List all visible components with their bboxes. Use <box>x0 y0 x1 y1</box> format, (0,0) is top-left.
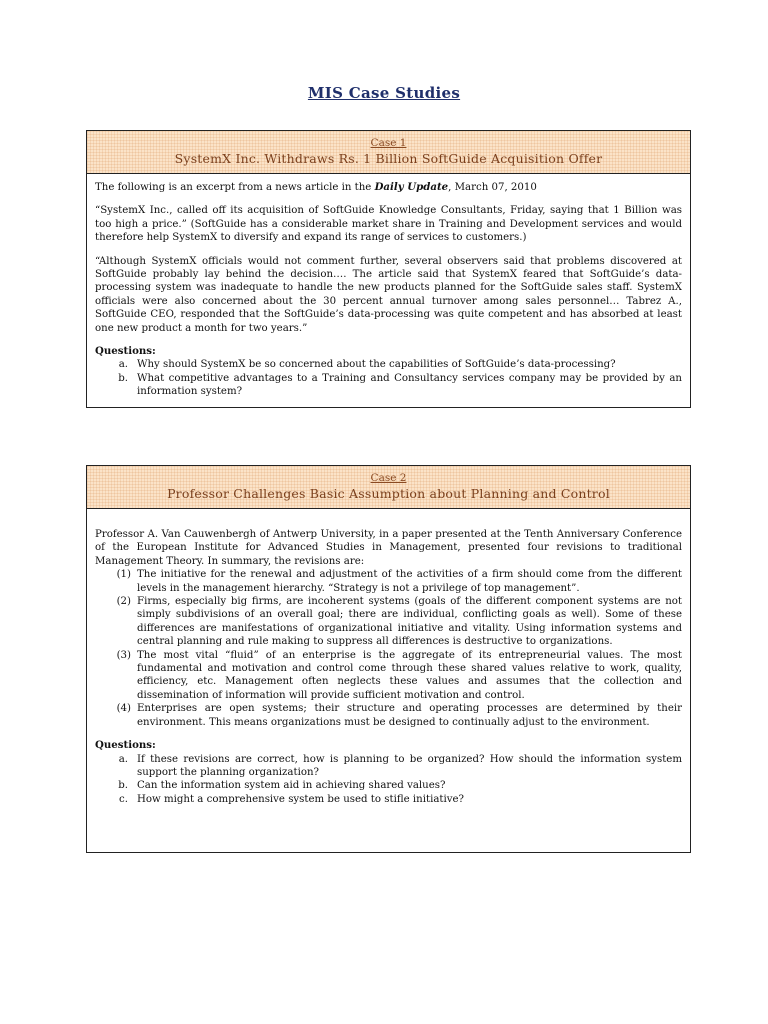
revision-text: Firms, especially big firms, are incoherent systems (goals of the different component systems are not simply subdivisions of an overall goal; there are individual, conflicting goals as well). Some of these differences are manifestations of organizational initiative and vitality. Using information systems and central planning and rule making to suppress all differences is destructive to organizations. <box>137 596 682 648</box>
case-1-question <box>95 372 682 399</box>
case-1-intro: The following is an excerpt from a news article in the Daily Update, March 07, 2010 <box>95 181 537 193</box>
question-text: How might a comprehensive system be used to stifle initiative? <box>137 793 465 805</box>
case-1-title: SystemX Inc. Withdraws Rs. 1 Billion SoftGuide Acquisition Offer <box>174 151 603 166</box>
case-2-body <box>87 509 690 806</box>
case-1-box <box>86 130 691 408</box>
revision-text: Enterprises are open systems; their structure and operating processes are determined by their environment. This means organizations must be designed to continually adjust to the environment. <box>137 703 682 728</box>
revision-item <box>95 702 682 729</box>
case-1-header <box>87 131 690 174</box>
case-1-questions-heading: Questions: <box>95 345 156 358</box>
case-1-paragraph-2: “Although SystemX officials would not comment further, several observers said that problems discovered at SoftGuide probably lay behind the decision…. The article said that SystemX feared that SoftGuide’s data-processing system was inadequate to handle the new products planned for the SoftGuide sales staff. SystemX officials were also concerned about the 30 percent annual turnover among sales personnel… Tabrez A., SoftGuide CEO, responded that the SoftGuide’s data-processing was quite competent and has absorbed at least one new product a month for two years.” <box>95 255 682 334</box>
case-2-question <box>95 779 682 792</box>
revision-text: The initiative for the renewal and adjustment of the activities of a firm should come from the different levels in the management hierarchy. “Strategy is not a privilege of top management”. <box>137 569 682 594</box>
revision-text: The most vital “fluid” of an enterprise is the aggregate of its entrepreneurial values. The most fundamental and motivation and control come through these shared values relative to work, quality, efficiency, etc. Management often neglects these values and assumes that the collection and dissemination of information will provide sufficient motivation and control. <box>137 649 682 701</box>
case-2-title: Professor Challenges Basic Assumption about Planning and Control <box>167 486 610 501</box>
case-2-intro: Professor A. Van Cauwenbergh of Antwerp University, in a paper presented at the Tenth Anniversary Conference of the European Institute for Advanced Studies in Management, presented four revisions to traditional Management Theory. In summary, the revisions are: <box>95 529 682 567</box>
case-1-paragraph-1: “SystemX Inc., called off its acquisition of SoftGuide Knowledge Consultants, Friday, saying that 1 Billion was too high a price.” (SoftGuide has a considerable market share in Training and Development services and would therefore help SystemX to diversify and expand its range of services to customers.) <box>95 205 682 244</box>
revision-marker: (3) <box>116 649 131 661</box>
page-title: MIS Case Studies <box>307 84 461 102</box>
question-marker: b. <box>118 372 128 384</box>
case-1-body <box>87 174 690 399</box>
case-1-source: Daily Update <box>374 181 449 193</box>
question-marker: a. <box>118 753 128 765</box>
case-1-label: Case 1 <box>370 137 407 149</box>
question-marker: a. <box>118 359 128 371</box>
case-1-questions <box>95 358 682 398</box>
revision-marker: (2) <box>116 596 131 608</box>
revision-item <box>95 568 682 595</box>
revision-marker: (4) <box>116 703 131 715</box>
question-marker: b. <box>118 780 128 792</box>
question-marker: c. <box>119 793 128 805</box>
revision-marker: (1) <box>116 569 131 581</box>
case-2-questions-heading: Questions: <box>95 739 156 752</box>
case-2-question <box>95 753 682 780</box>
case-2-box <box>86 465 691 853</box>
question-text: What competitive advantages to a Training and Consultancy services company may be provided by an information system? <box>137 372 682 398</box>
case-2-question <box>95 793 682 806</box>
revision-item <box>95 649 682 703</box>
case-2-revisions <box>95 568 682 729</box>
question-text: Why should SystemX be so concerned about the capabilities of SoftGuide’s data-processing? <box>137 359 616 371</box>
question-text: Can the information system aid in achieving shared values? <box>137 780 446 792</box>
case-2-label: Case 2 <box>370 472 407 484</box>
revision-item <box>95 595 682 649</box>
case-2-questions <box>95 753 682 807</box>
case-2-header <box>87 466 690 509</box>
case-1-question <box>95 358 682 371</box>
question-text: If these revisions are correct, how is planning to be organized? How should the information system support the planning organization? <box>137 753 682 778</box>
